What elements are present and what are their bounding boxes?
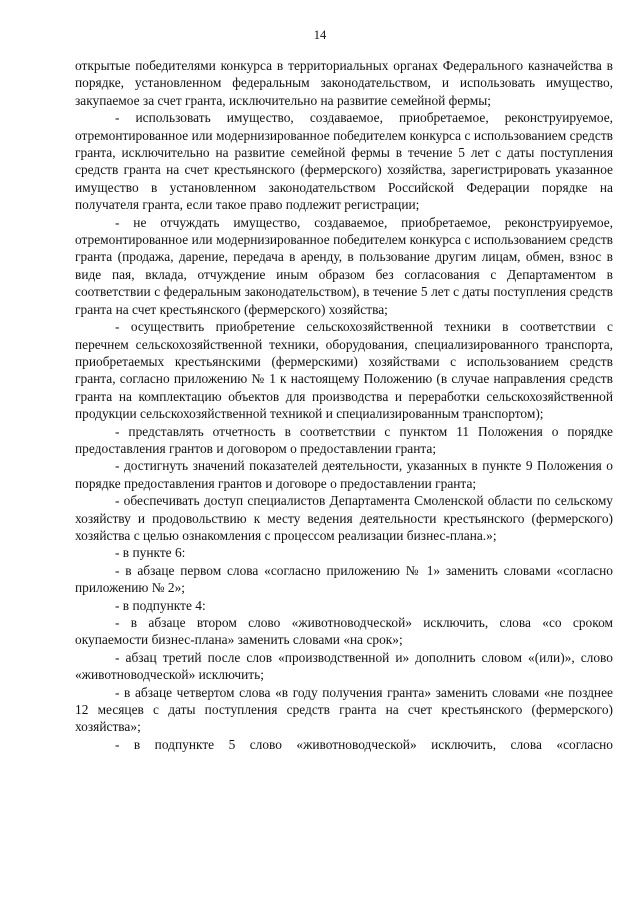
paragraph: - в подпункте 5 слово «животноводческой» исключить, слова «согласно [115, 736, 613, 752]
paragraph: - в абзаце четвертом слова «в году получения гранта» заменить словами «не позднее 12 месяцев с даты поступления средств гранта на счет крестьянского (фермерского) хозяйства»; [75, 684, 613, 735]
paragraph: - абзац третий после слов «производственной и» дополнить словом «(или)», слово «животноводческой» исключить; [75, 649, 613, 683]
page-number: 14 [313, 28, 327, 42]
paragraph: - в абзаце втором слово «животноводческой» исключить, слова «со сроком окупаемости бизнес-плана» заменить словами «на срок»; [75, 615, 613, 648]
paragraph: открытые победителями конкурса в территориальных органах Федерального казначейства в порядке, установленном федеральным законодательством, и использовать имущество, закупаемое за счет гранта, исключительно на развитие семейной фермы; [75, 58, 613, 108]
document-body [75, 57, 613, 753]
paragraph: - в пункте 6: [115, 545, 186, 561]
paragraph: - обеспечивать доступ специалистов Департамента Смоленской области по сельскому хозяйству и продовольствию к месту ведения деятельности крестьянского (фермерского) хозяйства с целью ознакомления с процессом реализации бизнес-плана.»; [75, 493, 613, 543]
paragraph: - достигнуть значений показателей деятельности, указанных в пункте 9 Положения о порядке предоставления грантов и договоре о предоставлении гранта; [75, 458, 613, 491]
paragraph: - в абзаце первом слова «согласно приложению № 1» заменить словами «согласно приложению № 2»; [75, 562, 613, 596]
paragraph: - использовать имущество, создаваемое, приобретаемое, реконструируемое, отремонтированное или модернизированное победителем конкурса с использованием средств гранта, исключительно на развитие семейной фермы в течение 5 лет с даты поступления средств гранта на счет крестьянского (фермерского) хозяйства, зарегистрировать указанное имущество в установленном законодательством Российской Федерации порядке на получателя гранта, если такое право подлежит регистрации; [75, 110, 613, 213]
paragraph: - осуществить приобретение сельскохозяйственной техники в соответствии с перечнем сельскохозяйственной техники, оборудования, специализированного транспорта, приобретаемых крестьянскими (фермерскими) хозяйствами с использованием средств гранта, согласно приложению № 1 к настоящему Положению (в случае направления средств гранта на комплектацию объектов для производства и переработки сельскохозяйственной продукции сельскохозяйственной техникой и специализированным транспортом); [75, 319, 613, 422]
paragraph: - в подпункте 4: [115, 597, 206, 613]
paragraph: - не отчуждать имущество, создаваемое, приобретаемое, реконструируемое, отремонтированное или модернизированное победителем конкурса с использованием средств гранта (продажа, дарение, передача в аренду, в пользование другим лицам, обмен, взнос в виде пая, вклада, отчуждение иным образом без согласования с Департаментом в соответствии с федеральным законодательством), в течение 5 лет с даты поступления средств гранта на счет крестьянского (фермерского) хозяйства; [75, 214, 613, 317]
paragraph: - представлять отчетность в соответствии с пунктом 11 Положения о порядке предоставления грантов и договором о предоставлении гранта; [75, 423, 613, 456]
